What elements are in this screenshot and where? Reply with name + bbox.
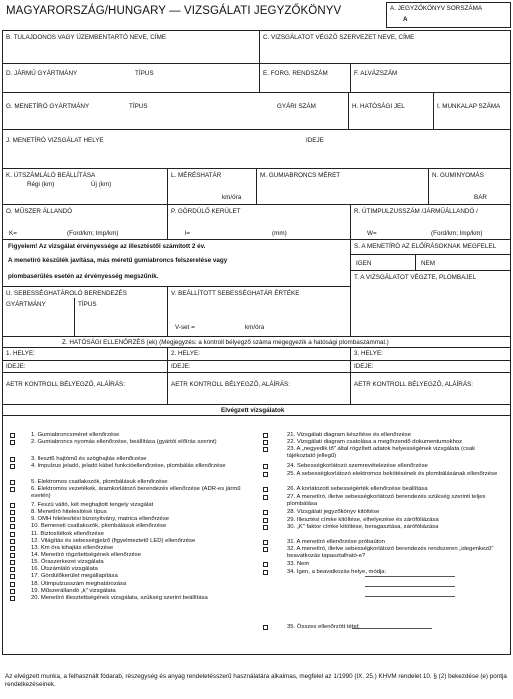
- validity-notice: [2, 239, 351, 287]
- road-pulse-w: W=: [367, 230, 377, 237]
- speed-limiter-type-label: TÍPUS: [78, 301, 97, 308]
- speed-limiter-field[interactable]: [2, 286, 168, 337]
- check-left-label-17: 17. Gördülőkerület megállapítása: [31, 573, 118, 579]
- speed-limit-value-label: V. BEÁLLÍTOTT SEBESSÉGHATÁR ÉRTÉKE: [171, 290, 300, 297]
- check-right-label-10: 30. „K" faktor címke kitöltése, beragasztása, zárófóliázása: [287, 524, 439, 530]
- compliance-yes-field[interactable]: [350, 254, 416, 271]
- check-right-label-14: 34. Igen, a beavatkozás helye, módja:: [287, 569, 387, 575]
- compliance-label: S. A MENETÍRÓ AZ ELŐÍRÁSOKNAK MEGFELEL: [354, 243, 497, 250]
- official-check-1-place: 1. HELYE:: [6, 350, 35, 357]
- check-left-label-13: 13. Km óra kihajtás ellenőrzése: [31, 545, 114, 551]
- check-left-label-6: 6. Elektromos vezetékek, áramkorlátozó berendezés ellenőrzése (ADR-es jármű esetén): [31, 486, 241, 500]
- vehicle-make-field[interactable]: [2, 63, 260, 93]
- tyre-size-field[interactable]: [256, 168, 429, 205]
- check-left-checkbox-15[interactable]: [10, 560, 15, 565]
- speed-limit-unit: km/óra: [245, 324, 265, 331]
- tyre-size-label: M. GUMIABRONCS MÉRET: [260, 172, 341, 179]
- check-left-label-15: 15. Óraszerkezet vizsgálata: [31, 559, 104, 565]
- check-right-checkbox-4[interactable]: [263, 464, 268, 469]
- check-left-checkbox-10[interactable]: [10, 524, 15, 529]
- official-check-2-date: IDEJE:: [171, 363, 191, 370]
- check-left-checkbox-1[interactable]: [10, 433, 15, 438]
- check-right-label-11: 31. A menetíró ellenőrzése próbaúton: [287, 539, 385, 545]
- registration-field[interactable]: [259, 63, 351, 93]
- check-right-checkbox-15[interactable]: [263, 625, 268, 630]
- check-left-label-1: 1. Gumiabroncsméret ellenőrzése: [31, 432, 120, 438]
- check-right-label-9: 29. Illesztési címke kitöltése, elhelyezése és zárófóliázása: [287, 517, 439, 523]
- inspector-org-field[interactable]: [259, 30, 511, 64]
- check-right-label-3: 23. A „negyedik tő" által rögzített adatok helyességének vizsgálata (csak tájékoztató jellegű): [287, 446, 476, 460]
- odometer-old-label: Régi (km): [27, 181, 55, 188]
- checks-left-column: [3, 416, 257, 654]
- check-right-label-12: 32. A menetíró, illetve sebességkorlátozó berendezés rendszeren „idegenkezű" beavatkozás tapasztalható-e?: [287, 546, 494, 560]
- check-left-checkbox-4[interactable]: [10, 464, 15, 469]
- worksheet-number-field[interactable]: [433, 92, 511, 130]
- check-right-checkbox-11[interactable]: [263, 540, 268, 545]
- inspection-place-field[interactable]: [2, 129, 511, 169]
- tyre-pressure-label: N. GUMINYOMÁS: [432, 172, 484, 179]
- check-left-label-5: 5. Elektromos csatlakozók, plombálásuk ellenőrzése: [31, 479, 168, 485]
- check-left-label-7: 7. Feszü váltó, két meghajtott tengely vizsgálat: [31, 502, 154, 508]
- check-right-checkbox-1[interactable]: [263, 433, 268, 438]
- check-left-label-12: 12. Világítás és sebességjelző (figyelmeztető LED) ellenőrzése: [31, 538, 196, 544]
- check-left-label-8: 8. Menetíró hitelesítésé típus: [31, 509, 107, 515]
- measuring-range-unit: km/óra: [222, 194, 242, 201]
- serial-number-value: A: [403, 16, 408, 23]
- worksheet-number-label: I. MUNKALAP SZÁMA: [437, 103, 501, 110]
- check-right-checkbox-9[interactable]: [263, 518, 268, 523]
- odometer-setting-label: K. ÚTSZÁMLÁLÓ BEÁLLÍTÁSA: [6, 172, 96, 179]
- check-right-label-6: 26. A korlátozott sebességérték ellenőrzése beállítása: [287, 486, 428, 492]
- check-left-label-18: 18. Útimpulzusszám meghatározása: [31, 581, 127, 587]
- check-right-checkbox-14[interactable]: [263, 570, 268, 575]
- speed-limiter-make-label: GYÁRTMÁNY: [6, 301, 46, 308]
- check-right-label-13: 33. Nem: [287, 561, 310, 567]
- check-left-checkbox-13[interactable]: [10, 546, 15, 551]
- check-left-checkbox-3[interactable]: [10, 457, 15, 462]
- inspector-seal-label: T. A VIZSGÁLATOT VÉGZTE, PLOMBAJEL: [354, 274, 477, 281]
- check-right-label-8: 28. Vizsgálati jegyzőkönyv kitöltése: [287, 509, 380, 515]
- vehicle-make-label: D. JÁRMŰ GYÁRTMÁNY: [6, 70, 78, 77]
- answer-line-2[interactable]: [365, 586, 455, 587]
- check-right-checkbox-3[interactable]: [263, 447, 268, 452]
- tachograph-make-field[interactable]: [2, 92, 349, 130]
- rolling-circumference-label: P. GÖRDÜLŐ KERÜLET: [171, 208, 241, 215]
- official-check-2-stamp: AETR KONTROLL BÉLYEGZŐ, ALÁÍRÁS:: [171, 381, 290, 388]
- check-left-checkbox-18[interactable]: [10, 582, 15, 587]
- registration-label: E. FORG. RENDSZÁM: [263, 70, 328, 77]
- answer-line-4[interactable]: [352, 628, 432, 629]
- compliance-field: [350, 239, 511, 255]
- check-left-label-20: 20. Menetíró illesztettségének vizsgálata, szükség szerint beállítása: [31, 595, 208, 601]
- check-left-checkbox-20[interactable]: [10, 596, 15, 601]
- check-right-checkbox-10[interactable]: [263, 525, 268, 530]
- check-left-label-19: 19. Műszerállandó „k" vizsgálata: [31, 588, 116, 594]
- check-left-checkbox-19[interactable]: [10, 589, 15, 594]
- speed-limiter-label: U. SEBESSÉGHATÁROLÓ BERENDEZÉS: [6, 290, 127, 297]
- instrument-constant-label: O. MŰSZER ÁLLANDÓ: [6, 208, 73, 215]
- check-right-label-2: 22. Vizsgálati diagram csatolása a megőrzendő dokumentumokhoz: [287, 439, 463, 445]
- check-left-checkbox-16[interactable]: [10, 567, 15, 572]
- chassis-number-field[interactable]: [350, 63, 511, 93]
- measuring-range-label: L. MÉRÉSHATÁR: [171, 172, 222, 179]
- check-right-checkbox-6[interactable]: [263, 487, 268, 492]
- check-left-checkbox-9[interactable]: [10, 517, 15, 522]
- instrument-constant-field[interactable]: [2, 204, 168, 240]
- chassis-number-label: F. ALVÁZSZÁM: [354, 70, 398, 77]
- inspection-place-label: J. MENETÍRÓ VIZSGÁLAT HELYE: [6, 137, 104, 144]
- serial-number-box[interactable]: [386, 2, 511, 28]
- compliance-no-label: NEM: [421, 260, 435, 267]
- notice-line-3: plombasérülés esetén az érvényesség megszűnik.: [8, 273, 159, 280]
- compliance-yes-label: IGEN: [356, 260, 372, 267]
- official-check-1-divider-2: [3, 372, 167, 373]
- check-left-checkbox-11[interactable]: [10, 532, 15, 537]
- inspector-seal-field[interactable]: [350, 270, 511, 337]
- check-left-label-9: 9. OMH hitelesítési bizonyítvány, matrica ellenőrzése: [31, 516, 170, 522]
- road-pulse-label: R. ÚTIMPULZUSSZÁM /JÁRMŰÁLLANDÓ /: [354, 208, 478, 215]
- check-left-checkbox-2[interactable]: [10, 440, 15, 445]
- road-pulse-unit: (Ford/km; Imp/km): [431, 230, 483, 237]
- check-right-label-4: 24. Sebességkorlátozó szemrevételezése ellenőrzése: [287, 463, 428, 469]
- inspector-org-label: C. VIZSGÁLATOT VÉGZŐ SZERVEZET NEVE, CÍME: [263, 34, 415, 41]
- road-pulse-field[interactable]: [350, 204, 511, 240]
- checks-right-column: [257, 416, 511, 654]
- check-left-label-14: 14. Menetíró rögzítettségének ellenőrzése: [31, 552, 142, 558]
- instrument-constant-unit: (Ford/km; Imp/km): [67, 230, 119, 237]
- form-title: MAGYARORSZÁG/HUNGARY — VIZSGÁLATI JEGYZŐKÖNYV: [6, 5, 342, 17]
- check-left-checkbox-17[interactable]: [10, 574, 15, 579]
- check-left-label-2: 2. Gumiabroncs nyomás ellenőrzése, beállítása (gyártói előírás szerint): [31, 439, 217, 445]
- official-check-1-date: IDEJE:: [6, 363, 26, 370]
- official-check-2-divider-2: [168, 372, 350, 373]
- owner-field[interactable]: [2, 30, 260, 64]
- official-check-3-divider-2: [351, 372, 510, 373]
- footer-statement: Az elvégzett munka, a felhasznált fódarab, részegység és anyag rendeletésszerű használatára alkalmas, megfelel az 1/1990 (IX. 25.) KHVM rendelet 10. § (2) bekezdése (e) pontja rendelkezéseinek.: [5, 673, 507, 689]
- official-check-1[interactable]: [2, 347, 168, 405]
- official-check-1-stamp: AETR KONTROLL BÉLYEGZŐ, ALÁÍRÁS:: [6, 381, 125, 388]
- rolling-circumference-l: l=: [185, 230, 191, 237]
- check-right-label-1: 21. Vizsgálati diagram készítése és ellenőrzése: [287, 432, 411, 438]
- check-left-label-11: 11. Biztosítékok ellenőrzése: [31, 531, 104, 537]
- tyre-pressure-field[interactable]: [428, 168, 511, 205]
- official-check-2[interactable]: [167, 347, 351, 405]
- official-check-3-divider: [351, 360, 510, 361]
- check-right-checkbox-12[interactable]: [263, 547, 268, 552]
- official-check-3-place: 3. HELYE:: [354, 350, 383, 357]
- official-check-2-divider: [168, 360, 350, 361]
- check-left-checkbox-5[interactable]: [10, 480, 15, 485]
- check-right-checkbox-8[interactable]: [263, 510, 268, 515]
- speed-limit-value-field[interactable]: [167, 286, 351, 337]
- tachograph-type-label: TÍPUS: [129, 103, 148, 110]
- compliance-no-field[interactable]: [415, 254, 511, 271]
- rolling-circumference-field[interactable]: [167, 204, 351, 240]
- checks-title: Elvégzett vizsgálatok: [221, 407, 285, 414]
- instrument-constant-k: K=: [9, 230, 17, 237]
- official-mark-field[interactable]: [348, 92, 434, 130]
- check-left-checkbox-14[interactable]: [10, 553, 15, 558]
- check-left-checkbox-7[interactable]: [10, 503, 15, 508]
- answer-line-1[interactable]: [365, 576, 455, 577]
- official-checks-label: Z. HATÓSÁGI ELLENŐRZÉS (ek) (Megjegyzés: a kontroll bélyegző száma megegyezik a hatósági plombaszámmal.): [62, 339, 389, 346]
- check-right-label-7: 27. A menetíró, illetve sebességkorlátozó berendezés szükség szerinti teljes plombálása: [287, 494, 486, 508]
- check-left-label-3: 3. Ileszt6 hajtómű és szöghajtás ellenőrzése: [31, 456, 147, 462]
- check-right-label-5: 25. A sebességkorlátozó elektromos bekötésének és plombálásának ellenőrzése: [287, 471, 498, 477]
- check-right-checkbox-2[interactable]: [263, 440, 268, 445]
- check-left-label-16: 16. Útszámláló vizsgálata: [31, 566, 98, 572]
- official-mark-label: H. HATÓSÁGI JEL: [352, 103, 405, 110]
- rolling-circumference-unit: (mm): [272, 230, 287, 237]
- tyre-pressure-unit: BAR: [474, 194, 487, 201]
- check-right-checkbox-7[interactable]: [263, 495, 268, 500]
- official-check-3-stamp: AETR KONTROLL BÉLYEGZŐ, ALÁÍRÁS:: [354, 381, 473, 388]
- official-check-3-date: IDEJE:: [354, 363, 374, 370]
- check-left-checkbox-6[interactable]: [10, 487, 15, 492]
- owner-label: B. TULAJDONOS VAGY ÜZEMBENTARTÓ NEVE, CÍME: [6, 34, 167, 41]
- tachograph-serial-label: GYÁRI SZÁM: [277, 103, 316, 110]
- answer-line-3[interactable]: [365, 596, 455, 597]
- odometer-setting-field[interactable]: [2, 168, 168, 205]
- serial-number-label: A. JEGYZŐKÖNYV SORSZÁMA: [390, 5, 483, 12]
- official-check-1-divider: [3, 360, 167, 361]
- speed-limiter-divider: [74, 298, 75, 336]
- speed-limit-vset: V-set =: [175, 324, 195, 331]
- checks-list: [2, 415, 511, 655]
- odometer-new-label: Új (km): [91, 181, 112, 188]
- check-right-checkbox-5[interactable]: [263, 472, 268, 477]
- tachograph-make-label: G. MENETÍRÓ GYÁRTMÁNY: [6, 103, 90, 110]
- notice-line-2: A menetíró készülék javítása, más méretű gumiabroncs felszerelése vagy: [8, 257, 228, 264]
- check-left-checkbox-8[interactable]: [10, 510, 15, 515]
- check-left-label-10: 10. Bemeneti csatlakozók, plombálásuk ellenőrzése: [31, 523, 167, 529]
- official-check-2-place: 2. HELYE:: [171, 350, 200, 357]
- check-right-checkbox-13[interactable]: [263, 562, 268, 567]
- notice-line-1: Figyelem! Az vizsgálat érvényessége az illesztéstől számított 2 év.: [8, 243, 206, 250]
- measuring-range-field[interactable]: [167, 168, 257, 205]
- inspection-date-label: IDEJE: [306, 137, 324, 144]
- check-right-label-15: 35. Összes ellenőrzött tétel:: [287, 624, 360, 630]
- vehicle-type-label: TÍPUS: [135, 70, 154, 77]
- check-left-checkbox-12[interactable]: [10, 539, 15, 544]
- official-check-3[interactable]: [350, 347, 511, 405]
- check-left-label-4: 4. Impulzus jeladó, jeladó kábel funkcióellenőrzése, plombálás ellenőrzése: [31, 463, 226, 469]
